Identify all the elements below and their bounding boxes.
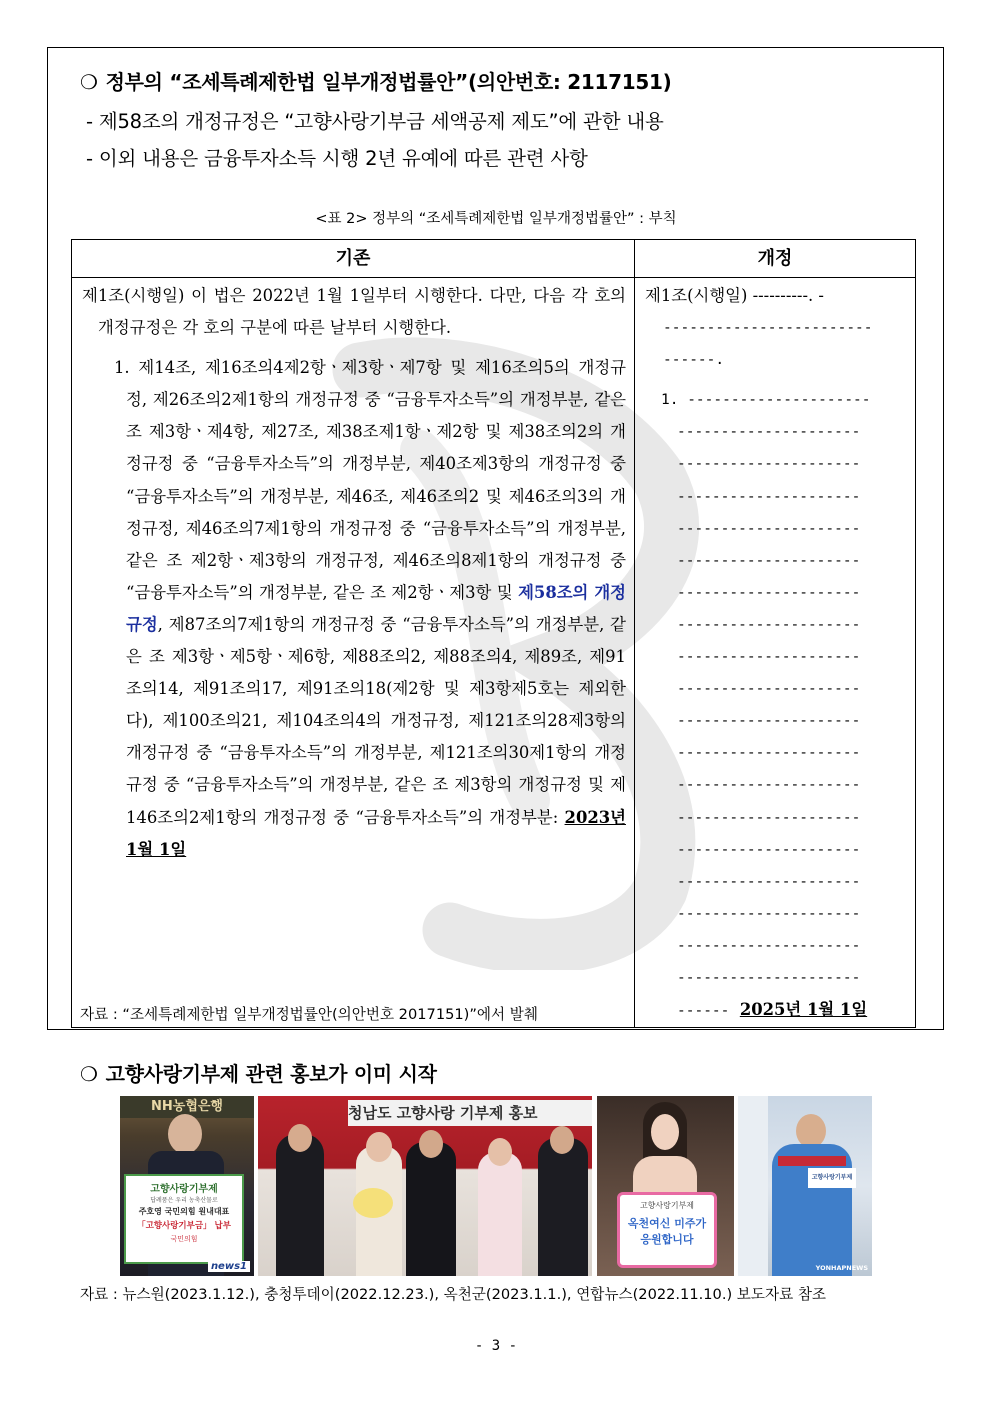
section2-title: ❍ 고향사랑기부제 관련 홍보가 이미 시작 bbox=[80, 1062, 437, 1086]
highlight-article-58: 제58조의 개정규정 bbox=[126, 582, 626, 634]
bullet-icon: ❍ bbox=[80, 70, 98, 94]
table-caption: <표 2> 정부의 “조세특례제한법 일부개정법률안” : 부칙 bbox=[315, 211, 677, 227]
photo-source-note: 자료 : 뉴스원(2023.1.12.), 충청투데이(2022.12.23.), 옥천군(2023.1.1.), 연합뉴스(2022.11.10.) 보도자료 참조 bbox=[80, 1286, 827, 1303]
person-4 bbox=[478, 1152, 522, 1276]
header-old: 기존 bbox=[72, 240, 635, 278]
donation-card: 고향사랑기부제 bbox=[808, 1168, 856, 1188]
new-item-1: 1. --------------------- --------------------- --------------------- --------------------- --------------------- --------------------- --------------------- --------------------- --------------------- --------------------- --------------------- --------------------- --------------------- --------------------- --------------------- --------------------- --------------------- --------------------- --------------------- ------ 2025년 1월 1일 bbox=[661, 392, 871, 1020]
person-face bbox=[168, 1114, 202, 1154]
person-face bbox=[796, 1114, 826, 1148]
old-article-1: 제1조(시행일) 이 법은 2022년 1월 1일부터 시행한다. 다만, 다음 각 호의 개정규정은 각 호의 구분에 따른 날부터 시행한다. bbox=[82, 286, 626, 338]
section1-point-1: - 제58조의 개정규정은 “고향사랑기부금 세액공제 제도”에 관한 내용 bbox=[86, 110, 664, 133]
bullet-icon: ❍ bbox=[80, 1062, 98, 1086]
old-provision-cell bbox=[72, 278, 635, 1028]
person-5 bbox=[538, 1138, 588, 1276]
photo-okcheon bbox=[597, 1096, 734, 1276]
donation-sign: 고향사랑기부제 답례품은 우리 농축산물로 주호영 국민의힘 원내대표 「고향사랑기부금」 납부 국민의힘 bbox=[124, 1174, 244, 1264]
page-number: - 3 - bbox=[474, 1338, 518, 1354]
old-effective-date: 2023년 1월 1일 bbox=[126, 807, 626, 859]
person-face bbox=[651, 1114, 679, 1150]
person-3 bbox=[406, 1142, 456, 1276]
section1-point-2: - 이외 내용은 금융투자소득 시행 2년 유예에 따른 관련 사항 bbox=[86, 147, 588, 170]
section1-title: ❍ 정부의 “조세특례제한법 일부개정법률안”(의안번호: 2117151) bbox=[80, 70, 672, 94]
header-new: 개정 bbox=[635, 240, 916, 278]
photo-news1: NH농협은행 고향사랑기부제 답례품은 우리 농축산물로 주호영 국민의힘 원내대표 「고향사랑기부금」 납부 국민의힘 news1 bbox=[120, 1096, 254, 1276]
new-article-1: 제1조(시행일) ----------. - ------------------------ ------. bbox=[645, 286, 873, 369]
yonhap-logo: YONHAPNEWS bbox=[815, 1264, 868, 1272]
new-provision-cell bbox=[635, 278, 916, 1028]
table-source-note: 자료 : “조세특례제한법 일부개정법률안(의안번호 2017151)”에서 발췌 bbox=[80, 1006, 538, 1023]
flower-bouquet bbox=[353, 1188, 393, 1218]
old-item-1: 1. 제14조, 제16조의4제2항ㆍ제3항ㆍ제7항 및 제16조의5의 개정규정, 제26조의2제1항의 개정규정 중 “금융투자소득”의 개정부분, 같은 조 제3항ㆍ제4항, 제27조, 제38조제1항ㆍ제2항 및 제38조의2의 개정규정 중 “금융투자소득”의 개정부분, 제40조제3항의 개정규정 중 “금융투자소득”의 개정부분, 제46조, 제46조의2 및 제46조의3의 개정규정, 제46조의7제1항의 개정규정 중 “금융투자소득”의 개정부분, 같은 조 제2항ㆍ제3항의 개정규정, 제46조의8제1항의 개정규정 중 “금융투자소득”의 개정부분, 같은 조 제2항ㆍ제3항 및 제58조의 개정규정, 제87조의7제1항의 개정규정 중 “금융투자소득”의 개정부분, 같은 조 제3항ㆍ제5항ㆍ제6항, 제88조의2, 제88조의4, 제89조, 제91조의14, 제91조의17, 제91조의18(제2항 및 제3항제5호는 제외한다), 제100조의21, 제104조의4의 개정규정, 제121조의28제3항의 개정규정 중 “금융투자소득”의 개정부분, 제121조의30제1항의 개정규정 중 “금융투자소득”의 개정부분, 같은 조 제3항의 개정규정 및 제146조의2제1항의 개정규정 중 “금융투자소득”의 개정부분: 2023년 1월 1일 bbox=[114, 358, 626, 859]
new-effective-date: 2025년 1월 1일 bbox=[739, 1000, 868, 1020]
photo-yonhap bbox=[738, 1096, 872, 1276]
person-1 bbox=[276, 1134, 324, 1276]
photo-chungcheong-today: 청남도 고향사랑 기부제 홍보 bbox=[258, 1096, 592, 1276]
comparison-table bbox=[71, 239, 916, 1028]
news1-logo: news1 bbox=[208, 1261, 250, 1272]
cheer-sign: 고향사랑기부제 옥천여신 미주가 응원합니다 bbox=[617, 1192, 717, 1268]
